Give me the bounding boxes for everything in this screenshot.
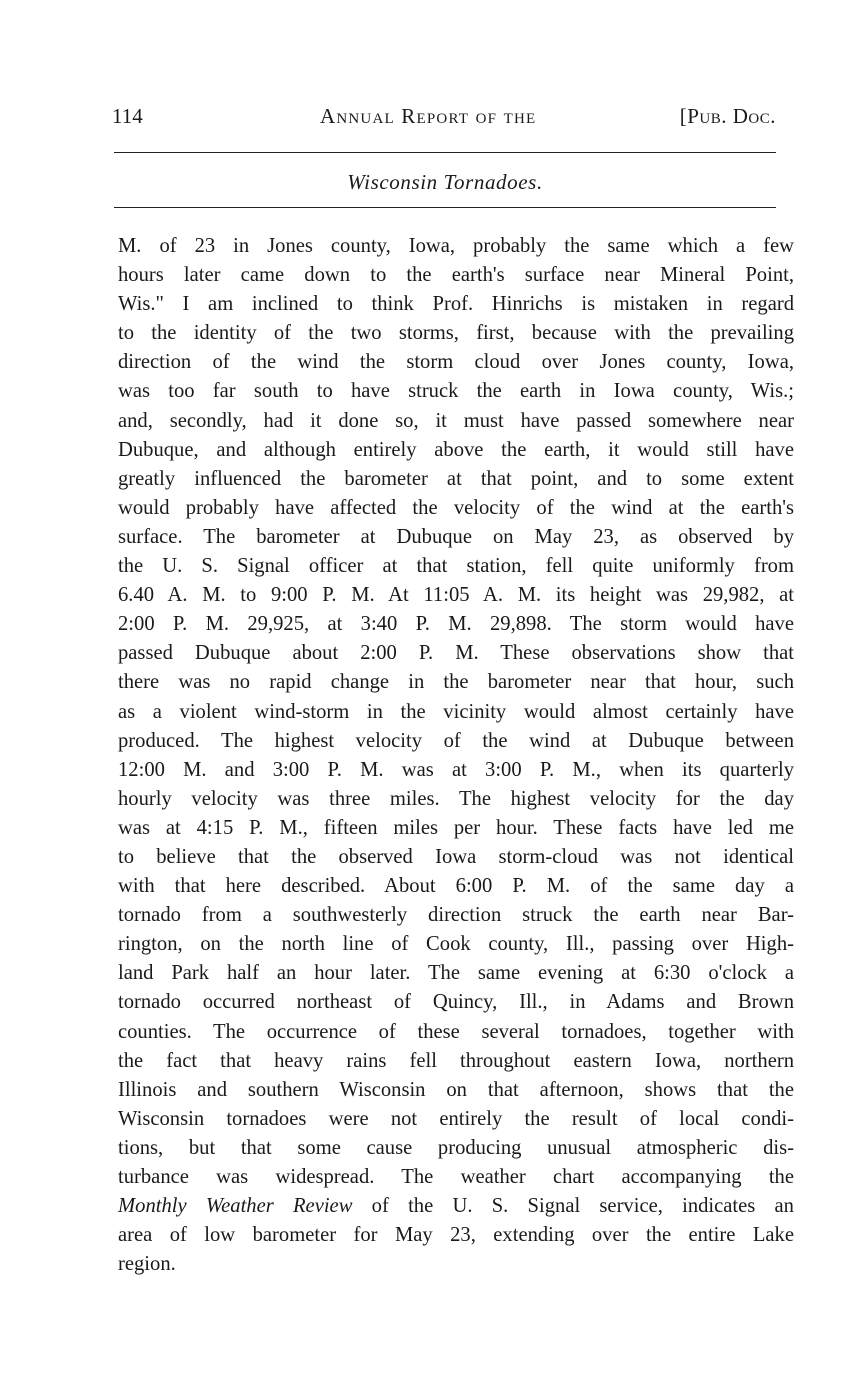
text-line: Dubuque, and although entirely above the earth, it would still have <box>118 438 794 461</box>
section-title: Wisconsin Tornadoes. <box>347 170 543 194</box>
text-line: tornado occurred northeast of Quincy, Ill., in Adams and Brown <box>118 991 794 1014</box>
text-line: 12:00 M. and 3:00 P. M. was at 3:00 P. M., when its quarterly <box>118 758 794 781</box>
text-line: Illinois and southern Wisconsin on that afternoon, shows that the <box>118 1078 794 1101</box>
text-fragment: of the U. S. Signal service, indicates an <box>352 1195 794 1218</box>
text-line: as a violent wind-storm in the vicinity would almost certainly have <box>118 700 794 723</box>
text-line: was too far south to have struck the earth in Iowa county, Wis.; <box>118 380 794 403</box>
text-line: to the identity of the two storms, first, because with the prevailing <box>118 322 794 345</box>
text-line: 6.40 A. M. to 9:00 P. M. At 11:05 A. M. its height was 29,982, at <box>118 584 794 607</box>
text-line: direction of the wind the storm cloud over Jones county, Iowa, <box>118 351 794 374</box>
text-line-with-italic <box>118 1192 794 1221</box>
text-line: hourly velocity was three miles. The highest velocity for the day <box>118 787 794 810</box>
text-line: rington, on the north line of Cook county, Ill., passing over High- <box>118 933 794 956</box>
text-line: Wisconsin tornadoes were not entirely the result of local condi- <box>118 1107 794 1130</box>
text-line: and, secondly, had it done so, it must have passed somewhere near <box>118 409 794 432</box>
text-line: would probably have affected the velocity of the wind at the earth's <box>118 496 794 519</box>
text-line: tions, but that some cause producing unusual atmospheric dis- <box>118 1136 794 1159</box>
text-line: counties. The occurrence of these several tornadoes, together with <box>118 1020 794 1043</box>
text-line: the fact that heavy rains fell throughout eastern Iowa, northern <box>118 1049 794 1072</box>
running-head <box>112 104 776 134</box>
text-line: tornado from a southwesterly direction struck the earth near Bar- <box>118 904 794 927</box>
text-line: Wis." I am inclined to think Prof. Hinrichs is mistaken in regard <box>118 293 794 316</box>
text-line: 2:00 P. M. 29,925, at 3:40 P. M. 29,898. The storm would have <box>118 613 794 636</box>
body-paragraph <box>118 232 794 1279</box>
header-rule-top <box>114 152 776 153</box>
text-line: was at 4:15 P. M., fifteen miles per hour. These facts have led me <box>118 816 794 839</box>
page-number: 114 <box>112 104 143 128</box>
running-head-doc-ref: [Pub. Doc. <box>679 104 776 128</box>
text-line: hours later came down to the earth's surface near Mineral Point, <box>118 264 794 287</box>
text-line: M. of 23 in Jones county, Iowa, probably the same which a few <box>118 235 794 257</box>
text-line: area of low barometer for May 23, extending over the entire Lake <box>118 1224 794 1247</box>
text-line: with that here described. About 6:00 P. M. of the same day a <box>118 875 794 898</box>
text-line: passed Dubuque about 2:00 P. M. These observations show that <box>118 642 794 665</box>
text-line: land Park half an hour later. The same evening at 6:30 o'clock a <box>118 962 794 985</box>
text-line: greatly influenced the barometer at that point, and to some extent <box>118 467 794 490</box>
text-line: turbance was widespread. The weather chart accompanying the <box>118 1166 794 1188</box>
publication-title: Monthly Weather Review <box>118 1195 353 1218</box>
text-line: there was no rapid change in the barometer near that hour, such <box>118 671 794 694</box>
running-head-title: Annual Report of the <box>320 104 537 128</box>
text-line: to believe that the observed Iowa storm-cloud was not identical <box>118 845 794 868</box>
text-line: the U. S. Signal officer at that station, fell quite uniformly from <box>118 555 794 578</box>
text-line: produced. The highest velocity of the wind at Dubuque between <box>118 729 794 752</box>
text-line: region. <box>118 1253 176 1276</box>
text-line: surface. The barometer at Dubuque on May 23, as observed by <box>118 525 794 548</box>
header-rule-bottom <box>114 207 776 208</box>
